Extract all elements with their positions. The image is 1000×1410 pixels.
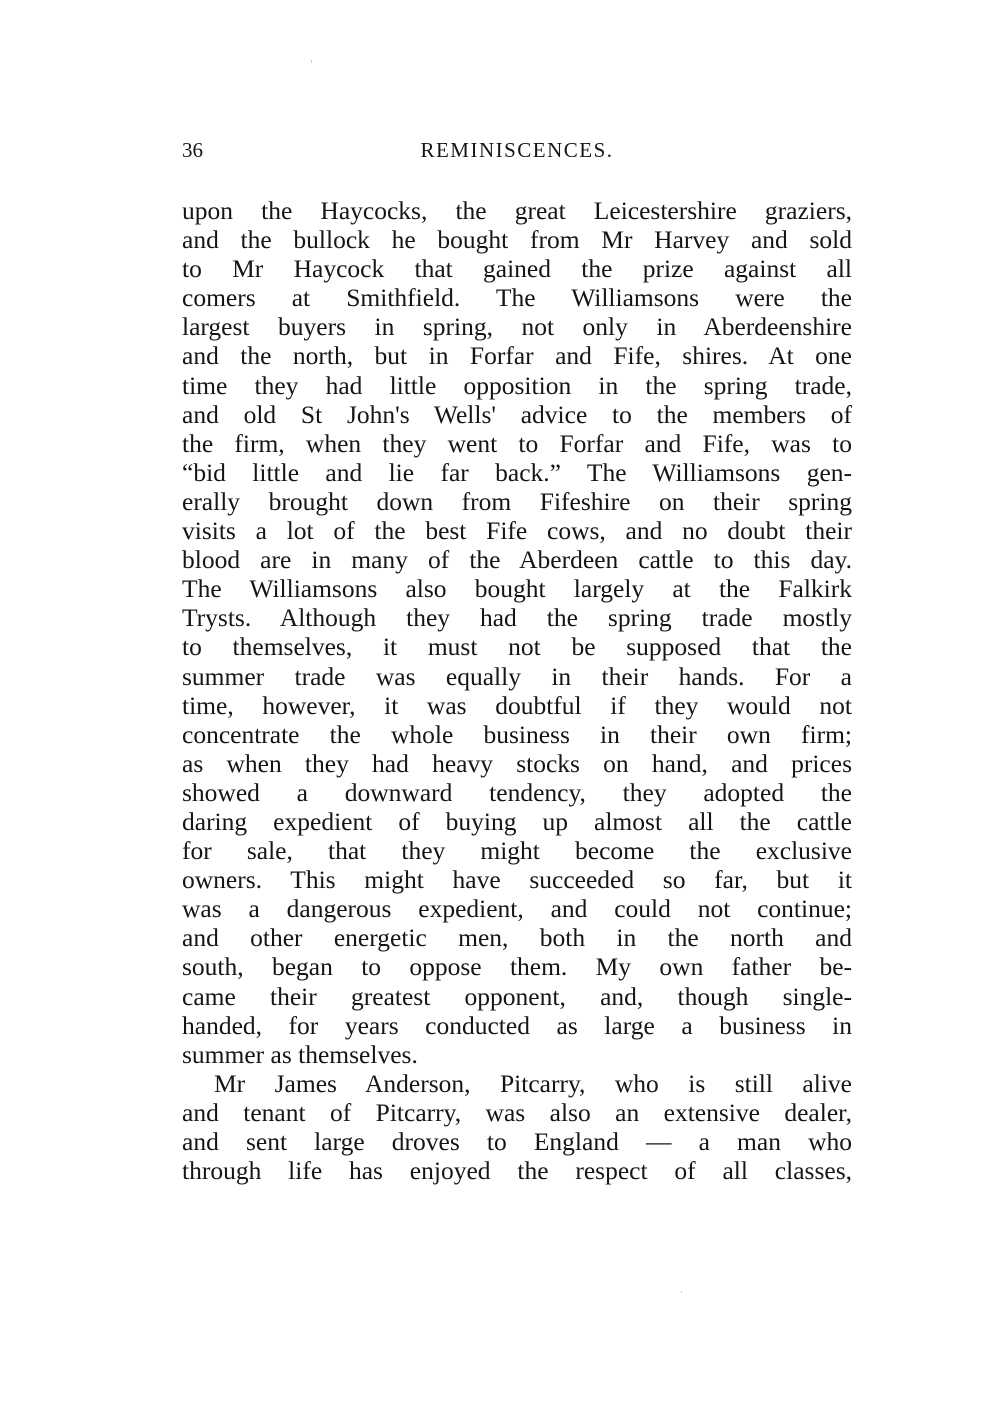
text-line: daring expedient of buying up almost all the cattle [182, 806, 852, 836]
scan-mark: ˙ [680, 1290, 683, 1300]
text-line: was a dangerous expedient, and could not continue; [182, 894, 852, 924]
text-line: Mr James Anderson, Pitcarry, who is still alive [214, 1068, 852, 1098]
text-line: upon the Haycocks, the great Leicestershire graziers, [182, 196, 852, 225]
text-line: to themselves, it must not be supposed that the [182, 632, 852, 662]
text-line: summer as themselves. [182, 1039, 418, 1069]
page-number: 36 [182, 138, 203, 162]
text-line: as when they had heavy stocks on hand, and prices [182, 748, 852, 778]
text-line: owners. This might have succeeded so far, but it [182, 865, 852, 895]
text-line: The Williamsons also bought largely at the Falkirk [182, 574, 852, 604]
text-line: Trysts. Although they had the spring trade mostly [182, 603, 852, 633]
paragraph-1 [182, 196, 852, 1069]
text-line: erally brought down from Fifeshire on their spring [182, 486, 852, 516]
text-line: handed, for years conducted as large a business in [182, 1010, 852, 1040]
text-line: came their greatest opponent, and, though single- [182, 981, 852, 1011]
text-line: and the bullock he bought from Mr Harvey and sold [182, 225, 852, 255]
text-line: and the north, but in Forfar and Fife, shires. At one [182, 341, 852, 371]
text-line: time they had little opposition in the spring trade, [182, 370, 852, 400]
text-line: south, began to oppose them. My own father be- [182, 952, 852, 982]
text-line: “bid little and lie far back.” The Williamsons gen- [182, 457, 852, 487]
text-line: and sent large droves to England — a man who [182, 1127, 852, 1156]
text-line: and old St John's Wells' advice to the members of [182, 399, 852, 429]
text-line: time, however, it was doubtful if they would not [182, 690, 852, 720]
text-line: for sale, that they might become the exclusive [182, 836, 852, 866]
text-line: comers at Smithfield. The Williamsons were the [182, 283, 852, 313]
text-line: and other energetic men, both in the north and [182, 923, 852, 953]
text-line: summer trade was equally in their hands. For a [182, 661, 852, 691]
text-line: to Mr Haycock that gained the prize against all [182, 254, 852, 284]
text-line: through life has enjoyed the respect of all classes, [182, 1156, 852, 1186]
body-text [182, 196, 852, 1185]
text-line: showed a downward tendency, they adopted the [182, 777, 852, 807]
running-title: REMINISCENCES. [420, 138, 614, 162]
text-line: blood are in many of the Aberdeen cattle to this day. [182, 545, 852, 575]
page-header [182, 138, 852, 170]
text-line: the firm, when they went to Forfar and Fife, was to [182, 428, 852, 458]
text-line: visits a lot of the best Fife cows, and no doubt their [182, 516, 852, 546]
text-line: concentrate the whole business in their own firm; [182, 719, 852, 749]
paragraph-2 [182, 1069, 852, 1185]
text-line: largest buyers in spring, not only in Aberdeenshire [182, 312, 852, 342]
text-line: and tenant of Pitcarry, was also an extensive dealer, [182, 1097, 852, 1127]
scan-speck [311, 60, 312, 63]
